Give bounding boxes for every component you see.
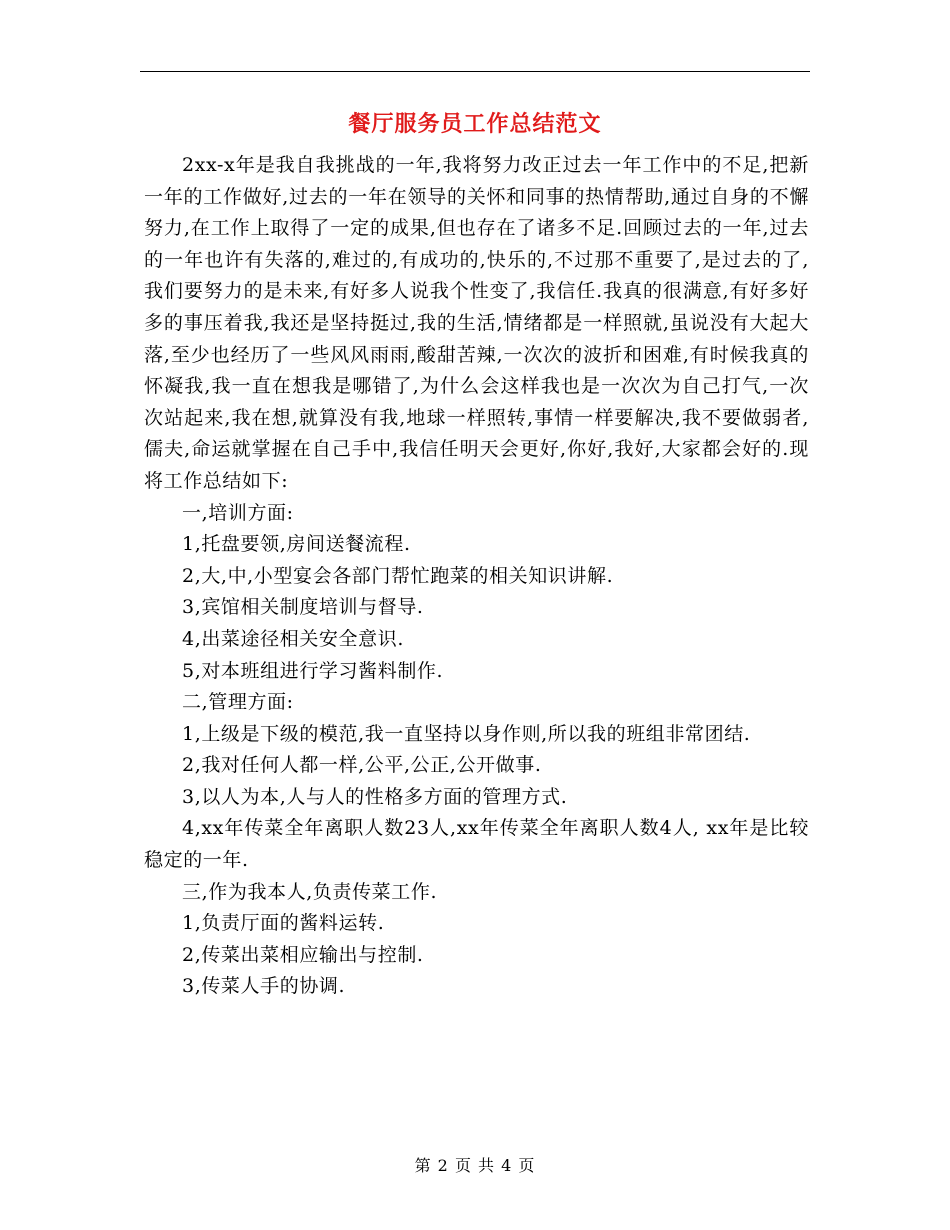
header-rule [140, 71, 810, 72]
section-heading-management: 二,管理方面: [182, 691, 294, 714]
list-item: 1,托盘要领,房间送餐流程. [182, 533, 411, 556]
list-item: 2,我对任何人都一样,公平,公正,公开做事. [182, 754, 542, 777]
list-item: 1,负责厅面的酱料运转. [182, 912, 385, 935]
list-item: 3,宾馆相关制度培训与督导. [182, 596, 424, 619]
page-footer: 第 2 页 共 4 页 [414, 1156, 536, 1175]
list-item: 3,以人为本,人与人的性格多方面的管理方式. [182, 785, 568, 808]
list-item: 3,传菜人手的协调. [182, 975, 346, 998]
list-item: 2,大,中,小型宴会各部门帮忙跑菜的相关知识讲解. [182, 564, 614, 587]
list-item: 1,上级是下级的模范,我一直坚持以身作则,所以我的班组非常团结. [182, 722, 751, 745]
document-body [144, 150, 809, 1003]
intro-paragraph: 2xx-x年是我自我挑战的一年,我将努力改正过去一年工作中的不足,把新一年的工作做好,过去的一年在领导的关怀和同事的热情帮助,通过自身的不懈努力,在工作上取得了一定的成果,但也存在了诸多不足.回顾过去的一年,过去的一年也许有失落的,难过的,有成功的,快乐的,不过那不重要了,是过去的了,我们要努力的是未来,有好多人说我个性变了,我信任.我真的很满意,有好多好多的事压着我,我还是坚持挺过,我的生活,情绪都是一样照就,虽说没有大起大落,至少也经历了一些风风雨雨,酸甜苦辣,一次次的波折和困难,有时候我真的怀凝我,我一直在想我是哪错了,为什么会这样我也是一次次为自己打气,一次次站起来,我在想,就算没有我,地球一样照转,事情一样要解决,我不要做弱者,儒夫,命运就掌握在自己手中,我信任明天会更好,你好,我好,大家都会好的.现将工作总结如下: [144, 154, 809, 492]
section-heading-personal: 三,作为我本人,负责传菜工作. [182, 880, 438, 903]
section-heading-training: 一,培训方面: [182, 501, 294, 524]
list-item: 2,传菜出菜相应输出与控制. [182, 943, 424, 966]
document-title: 餐厅服务员工作总结范文 [348, 112, 602, 137]
list-item: 5,对本班组进行学习酱料制作. [182, 659, 444, 682]
list-item: 4,xx年传菜全年离职人数23人,xx年传菜全年离职人数4人, xx年是比较稳定的一年. [144, 817, 809, 872]
list-item: 4,出菜途径相关安全意识. [182, 627, 404, 650]
